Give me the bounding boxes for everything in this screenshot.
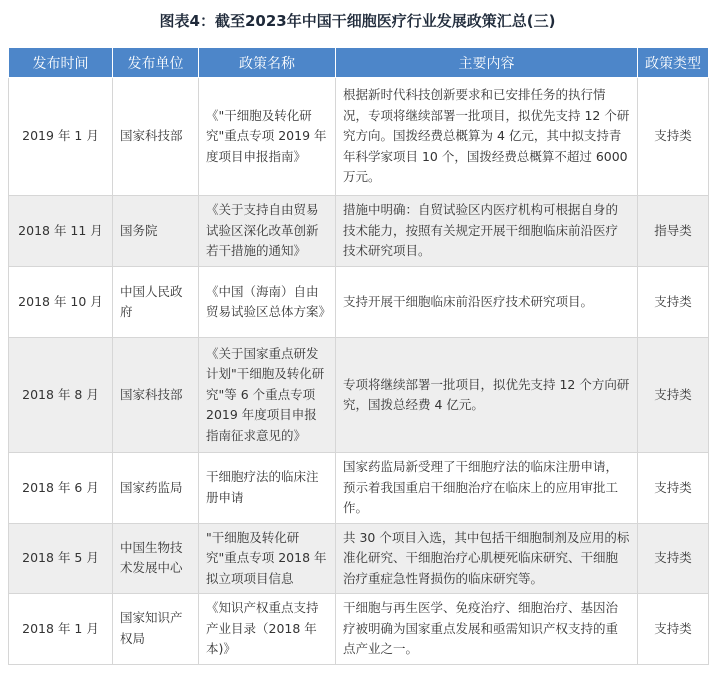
cell-date: 2018 年 1 月 [9,594,113,665]
cell-name: 《知识产权重点支持产业目录（2018 年本)》 [199,594,336,665]
cell-unit: 中国人民政府 [113,267,199,338]
table-row [9,78,709,196]
cell-unit: 国家科技部 [113,78,199,196]
table-row [9,523,709,594]
header-date: 发布时间 [9,48,113,78]
cell-content: 国家药监局新受理了干细胞疗法的临床注册申请，预示着我国重启干细胞治疗在临床上的应用审批工作。 [336,453,638,524]
cell-date: 2018 年 8 月 [9,338,113,453]
header-unit: 发布单位 [113,48,199,78]
cell-content: 干细胞与再生医学、免疫治疗、细胞治疗、基因治疗被明确为国家重点发展和亟需知识产权支持的重点产业之一。 [336,594,638,665]
cell-date: 2018 年 5 月 [9,523,113,594]
cell-content: 根据新时代科技创新要求和已安排任务的执行情况，专项将继续部署一批项目，拟优先支持 12 个研究方向。国拨经费总概算为 4 亿元，其中拟支持青年科学家项目 10 个，国拨经费总概算不超过 6000 万元。 [336,78,638,196]
cell-date: 2019 年 1 月 [9,78,113,196]
cell-name: 干细胞疗法的临床注册申请 [199,453,336,524]
cell-name: 《关于支持自由贸易试验区深化改革创新若干措施的通知》 [199,196,336,267]
cell-name: 《关于国家重点研发计划"干细胞及转化研究"等 6 个重点专项 2019 年度项目申报指南征求意见的》 [199,338,336,453]
page-title: 图表4：截至2023年中国干细胞医疗行业发展政策汇总(三) [159,12,556,30]
header-name: 政策名称 [199,48,336,78]
cell-date: 2018 年 10 月 [9,267,113,338]
cell-date: 2018 年 11 月 [9,196,113,267]
cell-name: 《"干细胞及转化研究"重点专项 2019 年度项目申报指南》 [199,78,336,196]
cell-type: 指导类 [638,196,709,267]
cell-type: 支持类 [638,594,709,665]
cell-content: 支持开展干细胞临床前沿医疗技术研究项目。 [336,267,638,338]
cell-unit: 国家药监局 [113,453,199,524]
cell-date: 2018 年 6 月 [9,453,113,524]
header-type: 政策类型 [638,48,709,78]
cell-type: 支持类 [638,267,709,338]
policy-table [8,47,709,665]
cell-unit: 国家科技部 [113,338,199,453]
table-header-row [9,48,709,78]
cell-type: 支持类 [638,338,709,453]
table-row [9,594,709,665]
cell-name: 《中国（海南）自由贸易试验区总体方案》 [199,267,336,338]
header-content: 主要内容 [336,48,638,78]
cell-type: 支持类 [638,453,709,524]
table-row [9,338,709,453]
table-row [9,196,709,267]
cell-type: 支持类 [638,78,709,196]
cell-content: 措施中明确：自贸试验区内医疗机构可根据自身的技术能力，按照有关规定开展干细胞临床前沿医疗技术研究项目。 [336,196,638,267]
cell-unit: 国务院 [113,196,199,267]
cell-unit: 国家知识产权局 [113,594,199,665]
cell-content: 专项将继续部署一批项目，拟优先支持 12 个方向研究，国拨总经费 4 亿元。 [336,338,638,453]
table-row [9,453,709,524]
cell-type: 支持类 [638,523,709,594]
table-row [9,267,709,338]
cell-name: "干细胞及转化研究"重点专项 2018 年拟立项项目信息 [199,523,336,594]
cell-content: 共 30 个项目入选，其中包括干细胞制剂及应用的标准化研究、干细胞治疗心肌梗死临床研究、干细胞治疗重症急性肾损伤的临床研究等。 [336,523,638,594]
cell-unit: 中国生物技术发展中心 [113,523,199,594]
